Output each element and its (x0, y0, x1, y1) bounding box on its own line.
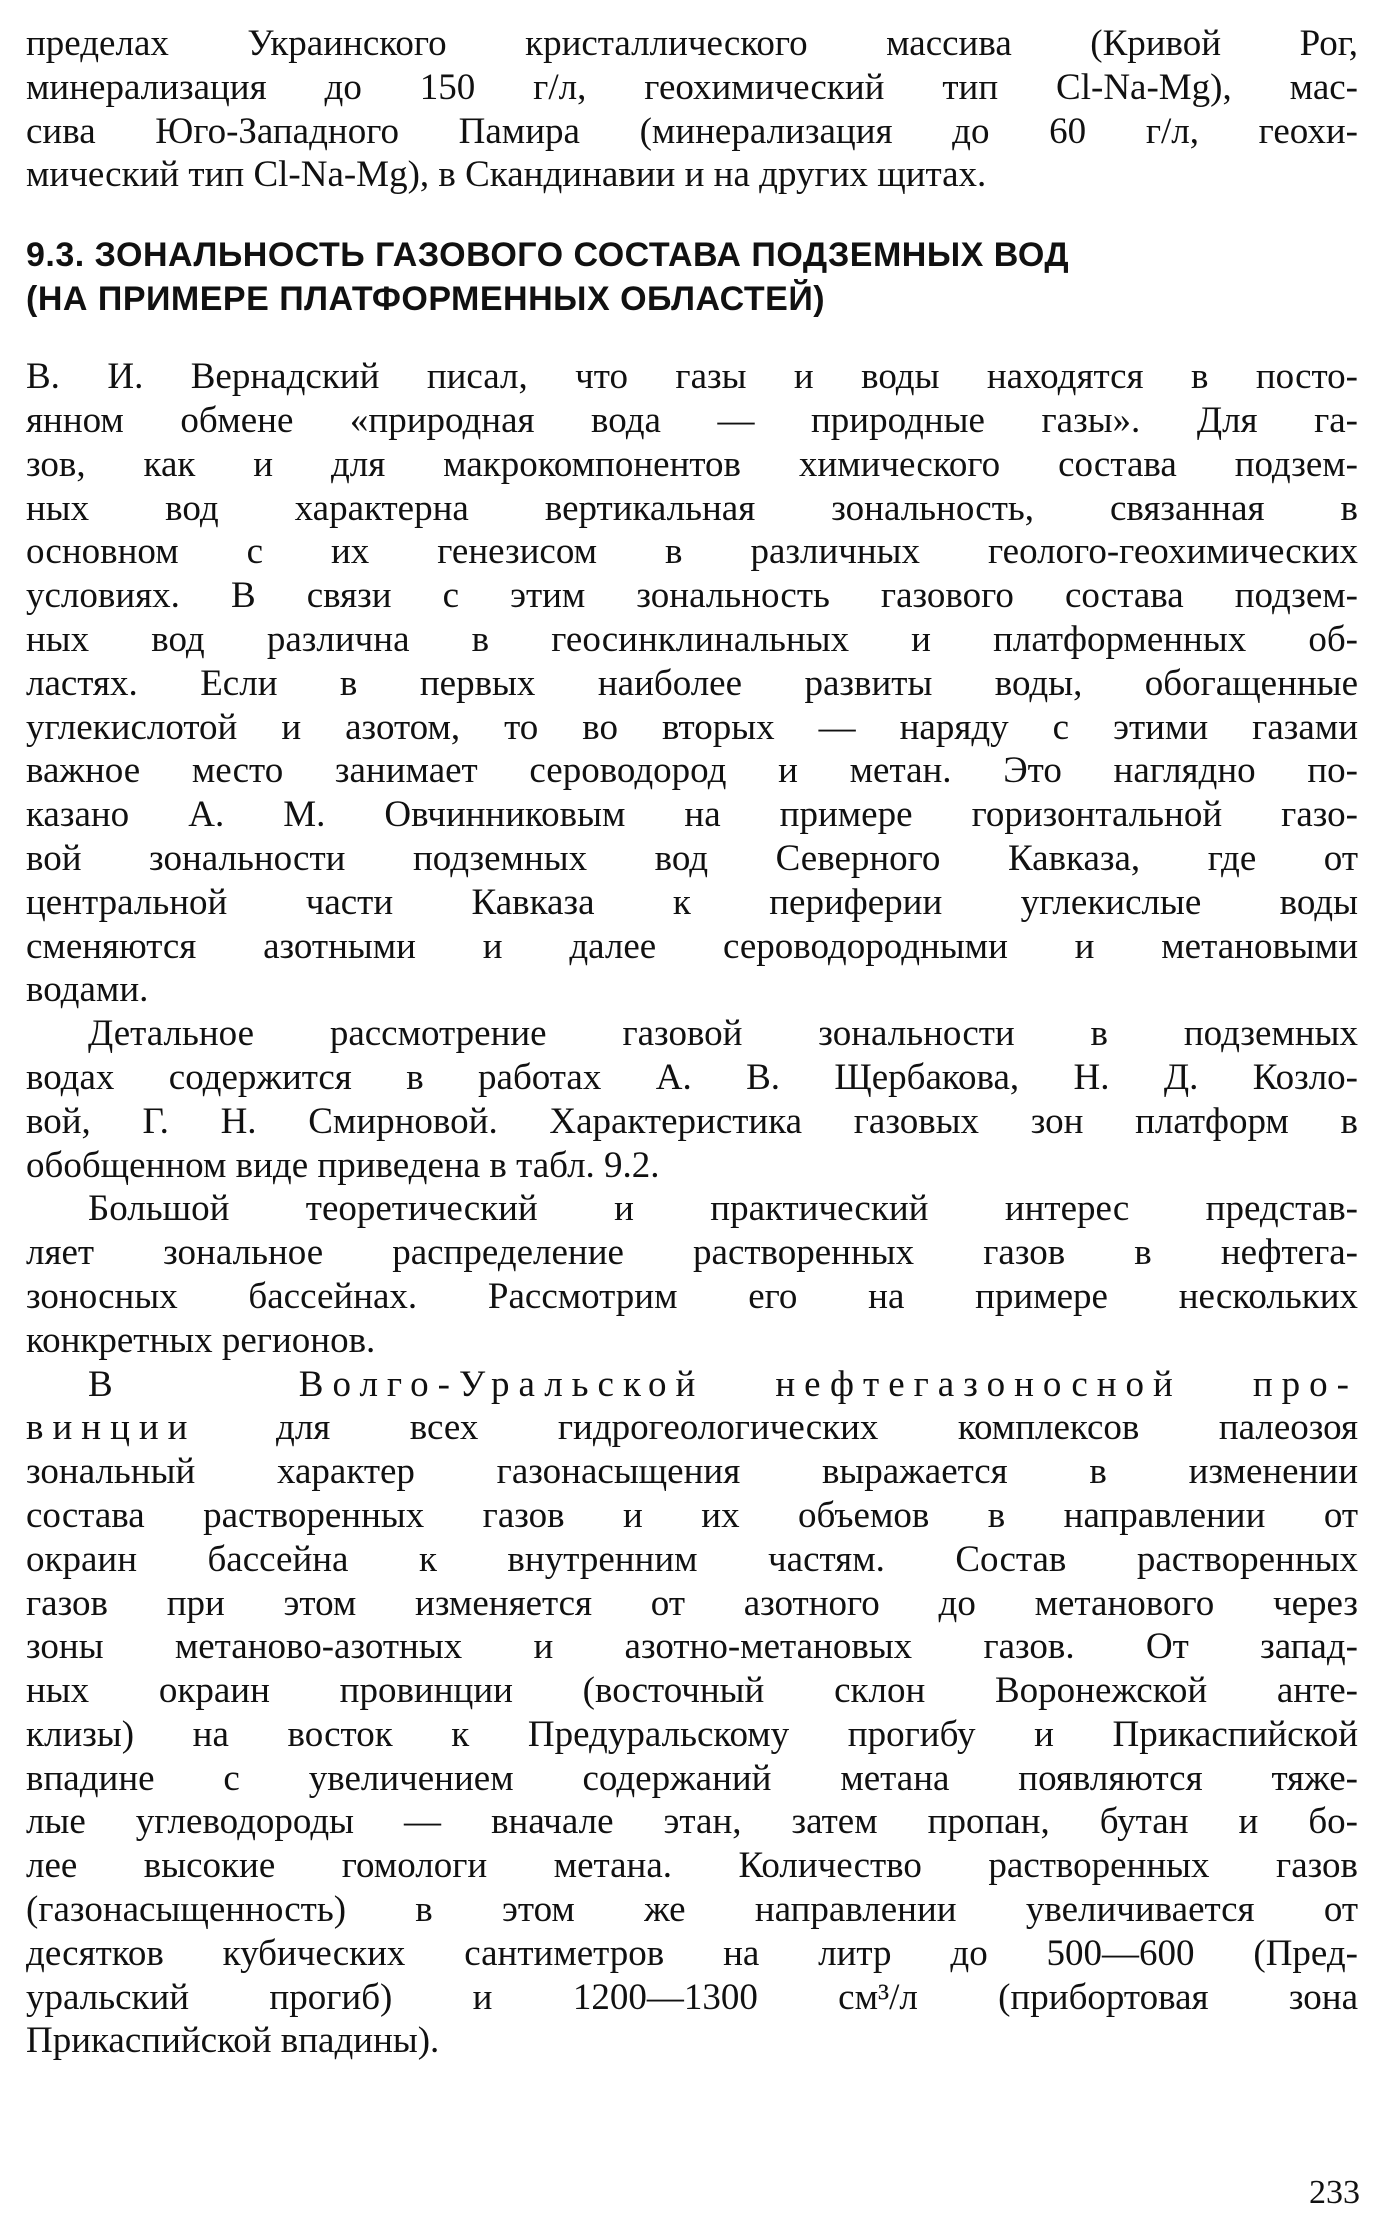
paragraph-3 (26, 1187, 1358, 1362)
text-line: впадине с увеличением содержаний метана появляются тяже- (26, 1757, 1358, 1799)
text-line: окраин бассейна к внутренним частям. Состав растворенных (26, 1538, 1358, 1580)
line-rest: для всех гидрогеологических комплексов палеозоя (196, 1407, 1358, 1449)
text-line: сменяются азотными и далее сероводородными и метановыми (26, 925, 1358, 967)
heading-line: (НА ПРИМЕРЕ ПЛАТФОРМЕННЫХ ОБЛАСТЕЙ) (26, 280, 826, 319)
text-line: вой зональности подземных вод Северного Кавказа, где от (26, 837, 1358, 879)
text-line: зов, как и для макрокомпонентов химического состава подзем- (26, 443, 1358, 485)
text-line: ных вод характерна вертикальная зональность, связанная в (26, 487, 1358, 529)
text-line: казано А. М. Овчинниковым на примере горизонтальной газо- (26, 794, 1358, 836)
text-line: водах содержится в работах А. В. Щербакова, Н. Д. Козло- (26, 1056, 1358, 1098)
section-heading (26, 233, 1358, 321)
text-line: ляет зональное распределение растворенных газов в нефтега- (26, 1232, 1358, 1274)
text-line: сива Юго-Западного Памира (минерализация до 60 г/л, геохи- (26, 110, 1358, 152)
text-line: лые углеводороды — вначале этан, затем пропан, бутан и бо- (26, 1801, 1358, 1843)
spaced-region-name: Волго-Уральской нефтегазоносной про- (298, 1363, 1358, 1405)
text-line: (газонасыщенность) в этом же направлении увеличивается от (26, 1889, 1358, 1931)
text-line: ластях. Если в первых наиболее развиты воды, обогащенные (26, 662, 1358, 704)
document-page (26, 22, 1358, 2063)
text-line: В. И. Вернадский писал, что газы и воды находятся в посто- (26, 356, 1358, 398)
heading-line: 9.3. ЗОНАЛЬНОСТЬ ГАЗОВОГО СОСТАВА ПОДЗЕМНЫХ ВОД (26, 236, 1070, 275)
spaced-region-name: винции (26, 1407, 197, 1449)
text-line: зоносных бассейнах. Рассмотрим его на примере нескольких (26, 1275, 1358, 1317)
text-line (26, 1406, 1358, 1450)
text-line: конкретных регионов. (26, 1319, 376, 1361)
text-line: клизы) на восток к Предуральскому прогибу и Прикаспийской (26, 1713, 1358, 1755)
page-number: 233 (1309, 2174, 1360, 2211)
top-paragraph (26, 22, 1358, 197)
text-line: условиях. В связи с этим зональность газового состава подзем- (26, 575, 1358, 617)
paragraph-2 (26, 1012, 1358, 1187)
text-line: газов при этом изменяется от азотного до метанового через (26, 1582, 1358, 1624)
paragraph-1 (26, 355, 1358, 1012)
text-line: зональный характер газонасыщения выражается в изменении (26, 1451, 1358, 1493)
text-line: ных вод различна в геосинклинальных и платформенных об- (26, 618, 1358, 660)
text-line: водами. (26, 969, 149, 1011)
text-line: десятков кубических сантиметров на литр до 500—600 (Пред- (26, 1932, 1358, 1974)
text-line: углекислотой и азотом, то во вторых — наряду с этими газами (26, 706, 1358, 748)
text-line: основном с их генезисом в различных геолого-геохимических (26, 531, 1358, 573)
text-line: лее высокие гомологи метана. Количество растворенных газов (26, 1845, 1358, 1887)
lead-word: В (88, 1363, 113, 1405)
text-line: уральский прогиб) и 1200—1300 см³/л (прибортовая зона (26, 1976, 1358, 2018)
text-line: вой, Г. Н. Смирновой. Характеристика газовых зон платформ в (26, 1100, 1358, 1142)
text-line: минерализация до 150 г/л, геохимический тип Cl-Na-Mg), мас- (26, 66, 1358, 108)
text-line: обобщенном виде приведена в табл. 9.2. (26, 1144, 660, 1186)
text-line: зоны метаново-азотных и азотно-метановых газов. От запад- (26, 1626, 1358, 1668)
text-line: янном обмене «природная вода — природные газы». Для га- (26, 399, 1358, 441)
text-line: Детальное рассмотрение газовой зональности в подземных (88, 1013, 1358, 1055)
text-line: ных окраин провинции (восточный склон Воронежской анте- (26, 1670, 1358, 1712)
text-line: важное место занимает сероводород и метан. Это наглядно по- (26, 750, 1358, 792)
text-line: пределах Украинского кристаллического массива (Кривой Рог, (26, 23, 1358, 64)
text-line: Большой теоретический и практический интерес представ- (88, 1188, 1358, 1230)
paragraph-4 (26, 1363, 1358, 2064)
text-line: состава растворенных газов и их объемов в направлении от (26, 1494, 1358, 1536)
text-line (26, 1363, 1358, 1407)
text-line: мический тип Cl-Na-Mg), в Скандинавии и на других щитах. (26, 154, 987, 196)
text-line: центральной части Кавказа к периферии углекислые воды (26, 881, 1358, 923)
text-line: Прикаспийской впадины). (26, 2020, 440, 2062)
